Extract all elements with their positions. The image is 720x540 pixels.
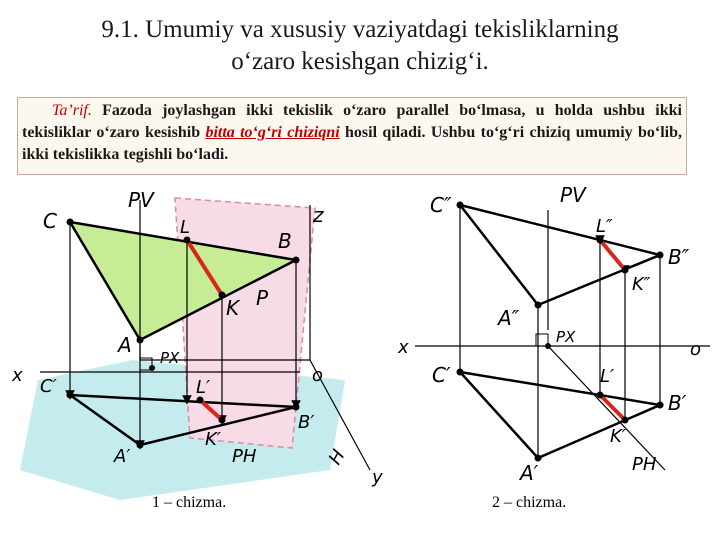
title-line-2: o‘zaro kesishgan chizig‘i. — [231, 48, 489, 75]
fig2-label-px: PX — [556, 328, 576, 346]
definition-highlight: bitta to‘g‘ri chiziqni — [205, 124, 340, 141]
fig2-label-l2: L″ — [596, 216, 613, 237]
label-x: x — [12, 365, 23, 386]
label-b-h: B′ — [298, 412, 315, 433]
label-l: L — [180, 217, 191, 238]
fig2-ph-trace — [548, 346, 665, 470]
label-b: B — [278, 229, 292, 253]
label-px: PX — [160, 349, 180, 367]
label-y: y — [372, 467, 383, 488]
figure-1-caption: 1 – chizma. — [152, 494, 227, 511]
fig2-label-c2: C″ — [430, 193, 452, 217]
fig2-label-c1: C′ — [432, 363, 451, 387]
fig2-label-l1: L′ — [600, 366, 615, 387]
label-o: o — [312, 365, 324, 386]
fig2-horizontal-triangle — [460, 372, 660, 458]
label-ph: PH — [232, 446, 257, 467]
fig2-label-o: o — [690, 339, 702, 360]
label-k: K — [226, 296, 240, 320]
fig2-frontal-triangle — [460, 205, 660, 305]
definition-lead: Ta’rif. — [52, 102, 92, 119]
fig2-label-ph: PH — [632, 454, 657, 475]
label-pv: PV — [128, 188, 154, 212]
fig2-label-k1: K′ — [610, 426, 626, 447]
fig2-label-k2: K″ — [632, 274, 651, 295]
fig2-label-x: x — [398, 337, 409, 358]
label-h: H — [324, 446, 350, 469]
label-p: P — [256, 286, 269, 310]
fig2-label-b2: B″ — [668, 245, 690, 269]
label-c: C — [43, 209, 57, 233]
label-k-h: K′ — [205, 429, 221, 450]
fig2-label-a2: A″ — [498, 306, 520, 330]
label-a-h: A′ — [114, 446, 131, 467]
fig2-label-pv: PV — [560, 183, 586, 207]
definition-text-1: Fazoda joylashgan ikki tekislik o‘zaro parallel bo‘lmasa, u holda ushbu ikki tekisliklar o‘zaro kesishib — [22, 102, 682, 141]
label-a: A — [118, 333, 132, 357]
label-z: z — [313, 203, 324, 227]
figure-2-caption: 2 – chizma. — [492, 494, 567, 511]
title-line-1: 9.1. Umumiy va xususiy vaziyatdagi tekisliklarning — [101, 16, 619, 43]
fig2-label-a1: A′ — [520, 461, 539, 485]
label-l-h: L′ — [196, 377, 211, 398]
label-c-h: C′ — [40, 376, 57, 397]
fig2-label-b1: B′ — [668, 391, 687, 415]
definition-text-2: hosil qiladi. Ushbu to‘g‘ri chiziq umumiy bo‘lib, ikki tekislikka tegishli bo‘ladi. — [22, 124, 682, 163]
